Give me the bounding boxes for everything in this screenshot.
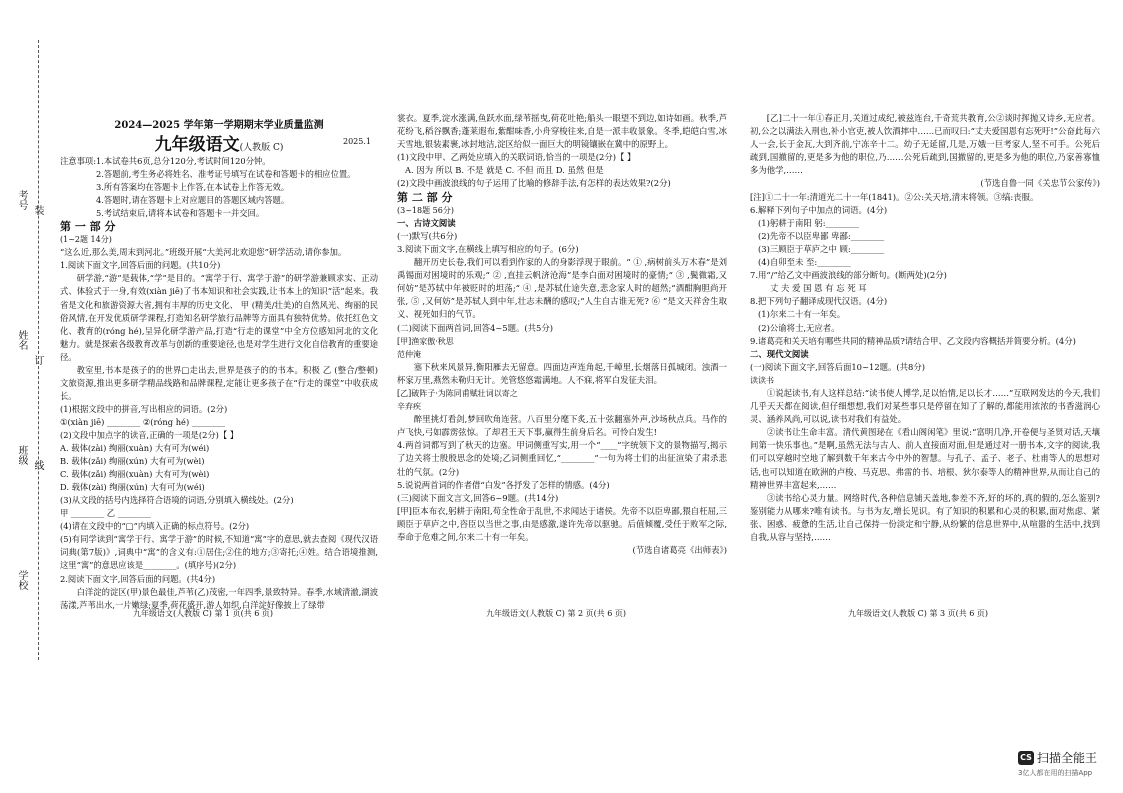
- answer-line: (2)公谕将士,无应者。: [758, 322, 840, 333]
- question-line: 9.诸葛亮和关天培有哪些共同的精神品质?请结合甲、乙文段内容概括并简要分析。(4分): [750, 335, 1076, 346]
- note-line: 2.答题前,考生务必将姓名、准考证号填写在试卷和答题卡的相应位置。: [96, 169, 356, 180]
- question-line: 4.两首词都写到了秋天的边塞。甲词侧重写实,用一个“____”字统领下文的景物描写,揭示了边关将士殷殷思念的处境;乙词侧重回忆,“________”一句为将士们的出征渲染了肃杀悲壮的气氛。(2分): [397, 440, 727, 477]
- poem-title: [甲]渔家傲·秋思: [397, 336, 454, 346]
- subsection-heading: (二)阅读下面两首词,回答4~5题。(共5分): [397, 322, 553, 333]
- text-line: 教室里,书本是孩子的的世界□走出去,世界是孩子的的书本。积极 乙 (整合/整顿)文旅资源,推出更多研学精品线路和品牌课程,定能让更多孩子在“行走的课堂”中收获成长。: [60, 364, 378, 401]
- column-3: [750, 112, 1100, 607]
- part-one-range: (1~2题 14分): [60, 235, 112, 245]
- subsection-heading: (一)阅读下面文字,回答后面10~12题。(共8分): [750, 361, 926, 372]
- label-xingming: 姓名: [16, 330, 27, 350]
- section-heading: 二、现代文阅读: [750, 348, 809, 359]
- exam-date: 2025.1: [343, 137, 371, 146]
- poem-author: 辛弃疾: [397, 402, 421, 412]
- option-line: D. 载体(zài) 绚丽(xún) 大有可为(wéi): [60, 482, 205, 493]
- text-line: [乙]二十一年①春正月,关道过成纪,被兹连台,千奇荒共教育,公②谈时挥抛又诗乡,无应者。初,公之以满法入刑也,补小官吏,被人饮酒摔中……已而叹曰:“丈夫爱国恩有忘死吁!”公奋此每六人一会,长于金瓦,大到齐前,宁冻辛十二。幼子无延留,几是,万娥一巨考家人,坚不可手。公死后疏到,国撤留的,更是多为他的职位,乃……公死后疏到,国撤留的,更是多为他的职位,乃家善寡恤多为他学,……: [750, 113, 1100, 176]
- label-ding: 订: [32, 355, 43, 365]
- answer-line: (2)先帝不以臣卑鄙 卑鄙:________: [758, 230, 885, 241]
- subject-title: 九年级语文(人教版 C): [154, 135, 284, 155]
- answer-line: (1)尔来二十有一年矣。: [758, 309, 846, 320]
- note-line: 5.考试结束后,请将本试卷和答题卡一并交回。: [96, 208, 265, 219]
- answer-line: (3)三顾臣于草庐之中 顾:________: [758, 243, 885, 254]
- question-line: (2)文段中加点字的读音,正确的一项是(2分)【 】: [60, 429, 239, 440]
- page-footer-1: 九年级语文(人教版 C) 第 1 页(共 6 页): [133, 609, 274, 618]
- text-line: ③读书给心灵力量。网络时代,各种信息铺天盖地,参差不齐,好的坏的,真的假的,怎么鉴别?鉴别能力从哪来?唯有读书。与书为友,增长见识。有了知识的积累和心灵的积累,面对焦虑、紧张、困惑、疲惫的生活,让自己保持一份淡定和宁静,从纷繁的信息世界中,从喧嚣的生活中,找到自我,从容与坚持,……: [750, 492, 1100, 542]
- question-line: 2.阅读下面文字,回答后面的问题。(共4分): [60, 573, 216, 584]
- subsection-heading: (一)默写(共6分): [397, 230, 458, 241]
- question-line: 5.说说两首词的作者借“白发”各抒发了怎样的情感。(4分): [397, 479, 610, 490]
- option-line: A. 因为 所以 B. 不是 就是 C. 不但 而且 D. 虽然 但是: [405, 165, 604, 176]
- question-line: (1)根据文段中的拼音,写出相应的词语。(2分): [60, 403, 228, 414]
- question-line: (3)从文段的括号内选择符合语境的词语,分别填入横线处。(2分): [60, 495, 294, 506]
- binding-line: [38, 40, 39, 660]
- part-two-title: 第 二 部 分: [397, 190, 453, 204]
- answer-line: ①(xiàn jiē) ________ ②(róng hé) ________: [60, 416, 226, 427]
- text-line: 研学游,“游”是载体,“学”是目的。“寓学于行、寓学于游”的研学游兼顾求实、正动式、体验式于一身,有效(xiàn jiē)了书本知识和社会实践,让书本上的知识“活”起来。我省是文化和旅游资源大省,拥有丰厚的历史文化、 甲 (精美/壮美)的自然风光、绚丽的民俗风情,在开发优质研学课程,打造知名研学旅行品牌等方面具有独特优势。依托红色文化、教育的(róng hé),呈异化研学游产品,打造“行走的课堂”中全方位感知河北的文化魅力。就是探索各级教育改革与创新的重要途径,也是对学生进行文化自信教育的重要途径。: [60, 273, 378, 362]
- question-line: (4)请在文段中的“□”内填入正确的标点符号。(2分): [60, 521, 250, 532]
- source-line: (节选自鲁一同《关忠节公家传》): [980, 178, 1100, 189]
- question-line: 6.解释下列句子中加点的词语。(4分): [750, 204, 888, 215]
- label-xian: 线: [32, 460, 43, 470]
- text-line: “这么近,那么美,周末到河北。”班级开展“大美河北欢迎您”研学活动,请你参加。: [60, 247, 347, 258]
- poem-text: 醉里挑灯看剑,梦回吹角连营。八百里分麾下炙,五十弦翻塞外声,沙场秋点兵。马作的卢飞快,弓如霹雳弦惊。了却君王天下事,赢得生前身后名。可怜白发生!: [397, 414, 727, 438]
- sentence-line: 丈 夫 爱 国 恩 有 忘 死 耳: [770, 283, 867, 294]
- note-line: 注意事项:1.本试卷共6页,总分120分,考试时间120分钟。: [60, 156, 271, 166]
- note-line: [注]①二十一年:清道光二十一年(1841)。②公:关天培,清末将领。③缟:丧服。: [750, 191, 1039, 202]
- label-banji: 班级: [16, 445, 27, 465]
- answer-line: (1)躬耕于南阳 躬:________: [758, 217, 860, 228]
- label-xuexiao: 学校: [16, 570, 27, 590]
- option-line: B. 载体(zǎi) 绚丽(xún) 大有可为(wèi): [60, 456, 205, 467]
- text-line: [甲]臣本布衣,躬耕于南阳,苟全性命于乱世,不求闻达于诸侯。先帝不以臣卑鄙,猥自枉屈,三顾臣于草庐之中,咨臣以当世之事,由是感激,遂许先帝以驱驰。后值倾覆,受任于败军之际,奉命于危难之间,尔来二十有一年矣。: [397, 505, 727, 542]
- page-footer-2: 九年级语文(人教版 C) 第 2 页(共 6 页): [486, 609, 627, 618]
- poem-text: 塞下秋来风景异,衡阳雁去无留意。四面边声连角起,千嶂里,长烟落日孤城闭。浊酒一杯家万里,燕然未勒归无计。羌管悠悠霜满地。人不寐,将军白发征夫泪。: [397, 361, 727, 385]
- scanner-watermark: [1018, 747, 1097, 766]
- question-line: 8.把下列句子翻译成现代汉语。(4分): [750, 296, 888, 307]
- question-line: 1.阅读下面文字,回答后面的问题。(共10分): [60, 260, 221, 271]
- column-2: [397, 112, 727, 607]
- label-zhuang: 装: [32, 205, 43, 215]
- source-line: (节选自诸葛亮《出师表》): [632, 545, 727, 556]
- question-line: (1)文段中甲、乙两处应填入的关联词语,恰当的一项是(2分)【 】: [397, 152, 636, 163]
- part-two-range: (3~18题 56分): [397, 205, 454, 215]
- poem-author: 范仲淹: [397, 349, 421, 359]
- exam-title: 2024—2025 学年第一学期期末学业质量监测: [114, 120, 324, 131]
- article-title: 读读书: [750, 375, 774, 385]
- question-line: 7.用“/”给乙文中画波浪线的部分断句。(断两处)(2分): [750, 270, 947, 281]
- binding-margin: [0, 0, 55, 793]
- text-line: 裳衣。夏季,淀水涨满,鱼跃水面,绿苇摇曳,荷花吐艳;船头一眼望不到边,如诗如画。秋季,芦花纷飞,稻谷飘香;蓬莱遐布,紫酣味香,小舟穿梭往来,自是一派丰收景象。冬季,皑皑白雪,冰天雪地,银装素裹,冰封地洁,淀区给似一面巨大的明镜镶嵌在冀中的原野上。: [397, 113, 727, 150]
- note-line: 3.所有答案均在答题卡上作答,在本试卷上作答无效。: [96, 182, 290, 193]
- poem-title: [乙]破阵子·为陈同甫赋壮词以寄之: [397, 388, 518, 398]
- scanner-name: 扫描全能王: [1037, 751, 1098, 765]
- text-line: ①说起读书,有人这样总结:“读书使人博学,足以怡情,足以长才……”互联网发达的今天,我们几乎天天都在阅读,但仔细想想,我们对某些事只是停留在知了了解的,都能用浓浓的书香滋润心灵、涵养风尚,可以说,读书对我们有益处。: [750, 387, 1100, 425]
- section-heading: 一、古诗文阅读: [397, 217, 456, 228]
- answer-line: (4)自卯至未 至:________: [758, 257, 851, 268]
- text-line: 白洋淀的淀区(甲)景色最佳,芦苇(乙)茂密,一年四季,景致特异。春季,水域清澈,湖波荡漾,芦苇出水,一片嫩绿;夏季,荷花盛开,游人如织,白洋淀好像披上了绿带: [60, 586, 378, 610]
- page-footer-3: 九年级语文(人教版 C) 第 3 页(共 6 页): [848, 609, 989, 618]
- scanner-tagline: 3亿人都在用的扫描App: [1018, 769, 1093, 777]
- option-line: C. 载体(zǎi) 绚丽(xuàn) 大有可为(wèi): [60, 469, 210, 480]
- column-1: [60, 155, 378, 612]
- text-line: ②读书让生命丰富。清代黄图珌在《看山阁闲笔》里说:“富明几净,开卷便与圣贤对话,天壤间第一快乐事也。”是啊,虽然无法与古人、前人直接面对面,但是通过对一册书本,文字的阅读,我们可以穿越时空地了解到数千年来古今中外的智慧。与孔子、孟子、老子、杜甫等人的思想对话,也可以知道在欧洲的卢梭、马克思、弗雷的书、培根、狄尔泰等人的精神世界,从而让自己的精神世界丰富起来,……: [750, 427, 1100, 490]
- question-line: (5)有同学读到“寓学于行、寓学于游”的时候,不知道“寓”字的意思,就去查阅《现代汉语词典(第7版)》,词典中“寓”的含义有:①居住;②住的地方;③寄托;④姓。结合语境推测,这里“寓”的意思应该是________。(填序号)(2分): [60, 534, 378, 571]
- subsection-heading: (三)阅读下面文言文,回答6~9题。(共14分): [397, 492, 559, 503]
- question-line: (2)文段中画波浪线的句子运用了比喻的修辞手法,有怎样的表达效果?(2分): [397, 178, 671, 189]
- label-kaohao: 考号: [16, 190, 27, 210]
- part-one-title: 第 一 部 分: [60, 220, 116, 234]
- option-line: A. 载体(zài) 绚丽(xuàn) 大有可为(wéi): [60, 443, 210, 454]
- answer-line: 甲 ________ 乙 ________: [60, 508, 151, 519]
- scanner-logo-icon: CS: [1018, 751, 1034, 765]
- text-line: 翻开历史长卷,我们可以看到作家的人的身影浮现于眼前。“ ① ,病树前头万木春”是刘禹锡面对困境时的乐观;“ ② ,直挂云帆济沧海”是李白面对困境时的豪情;“ ③ ,鬓微霜,又何妨”是苏轼中年被贬时的坦荡;“ ④ ,是苏轼仕途失意,悲念家人时的超然;“酒酣胸胆尚开张, ⑤ ,又何妨”是苏轼人到中年,壮志未酬的感叹;“人生自古谁无死? ⑥ ”是文天祥舍生取义、视死如归的气节。: [397, 257, 727, 320]
- note-line: 4.答题时,请在答题卡上对应题目的答题区域内答题。: [96, 195, 290, 206]
- question-line: 3.阅读下面文字,在横线上填写相应的句子。(6分): [397, 243, 579, 254]
